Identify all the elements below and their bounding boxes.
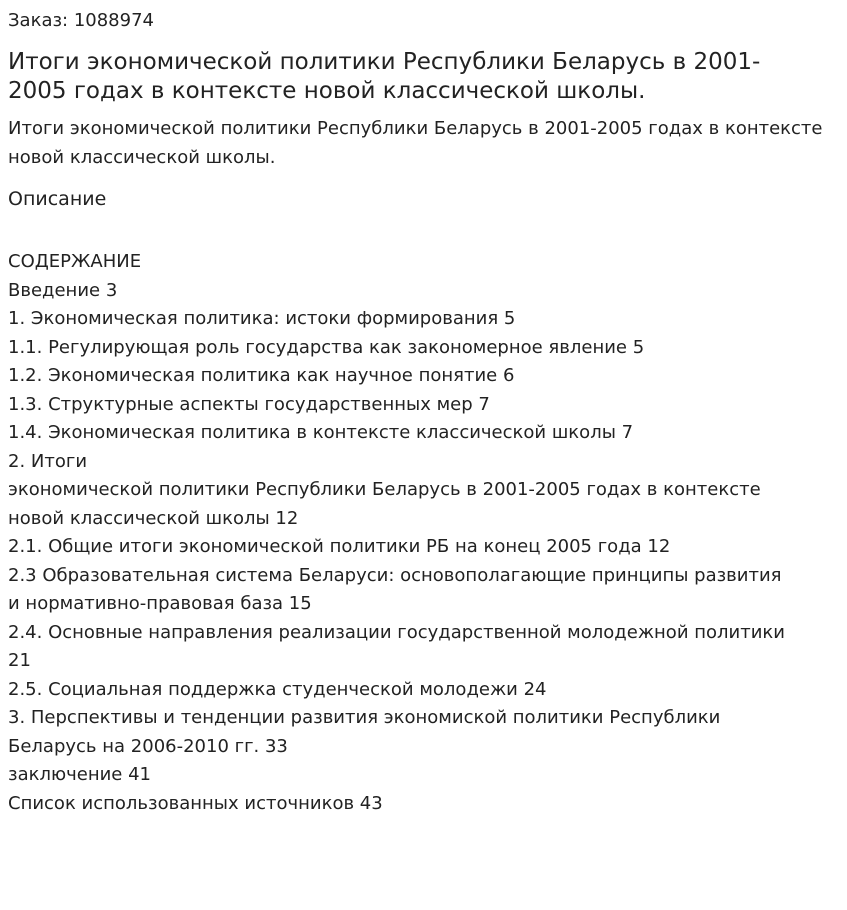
toc-line: новой классической школы 12 [8,507,299,529]
toc-heading: СОДЕРЖАНИЕ [8,251,142,272]
toc-line: заключение 41 [8,764,152,785]
order-number: Заказ: 1088974 [8,10,154,31]
toc-line: 1.4. Экономическая политика в контексте классической школы 7 [8,422,634,443]
toc-line: Список использованных источников 43 [8,792,383,814]
toc-line: 2. Итоги [8,450,88,472]
toc-line: 2.3 Образовательная система Беларуси: основополагающие принципы развития [8,564,782,586]
toc-line: 1.2. Экономическая политика как научное понятие 6 [8,365,515,386]
toc-line: 3. Перспективы и тенденции развития экономиской политики Республики [8,707,721,728]
toc-line: и нормативно-правовая база 15 [8,593,312,614]
description-heading: Описание [8,188,107,210]
toc-line: Введение 3 [8,279,118,301]
table-of-contents [8,248,838,818]
toc-line: Беларусь на 2006-2010 гг. 33 [8,735,288,757]
toc-line: 2.4. Основные направления реализации государственной молодежной политики [8,621,785,643]
toc-line: 21 [8,650,31,671]
toc-line: 1.1. Регулирующая роль государства как закономерное явление 5 [8,336,645,358]
toc-line: 2.5. Социальная поддержка студенческой молодежи 24 [8,678,547,700]
page-title: Итоги экономической политики Республики Беларусь в 2001-2005 годах в контексте новой классической школы. [8,49,761,104]
toc-line: 1. Экономическая политика: истоки формирования 5 [8,308,516,329]
toc-line: экономической политики Республики Беларусь в 2001-2005 годах в контексте [8,479,761,500]
toc-line: 2.1. Общие итоги экономической политики РБ на конец 2005 года 12 [8,536,671,557]
toc-line: 1.3. Структурные аспекты государственных мер 7 [8,393,490,415]
lead-paragraph: Итоги экономической политики Республики Беларусь в 2001-2005 годах в контексте новой классической школы. [8,118,823,168]
